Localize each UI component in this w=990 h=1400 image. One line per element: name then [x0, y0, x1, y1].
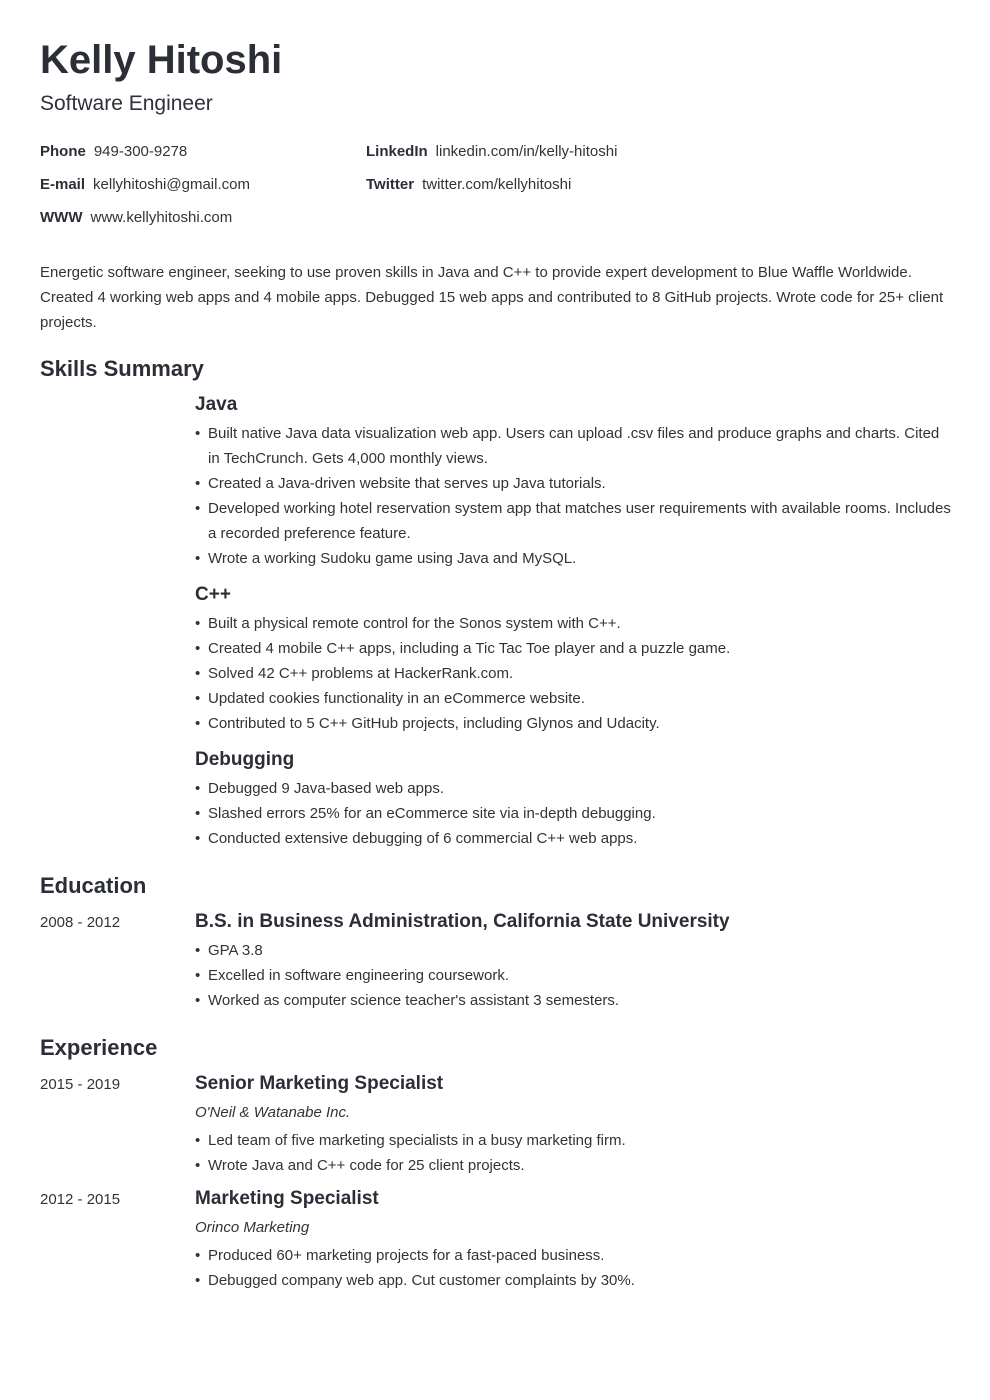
- contact-www-label: WWW: [40, 209, 83, 226]
- degree-title: B.S. in Business Administration, California State University: [195, 911, 730, 932]
- contact-phone-value[interactable]: 949-300-9278: [93, 143, 188, 160]
- bullet-item: • Excelled in software engineering coursework.: [195, 963, 955, 988]
- experience-bullets: [195, 1243, 955, 1293]
- bullet-item: • Wrote Java and C++ code for 25 client projects.: [195, 1153, 955, 1178]
- bullet-item: • Solved 42 C++ problems at HackerRank.com.: [195, 661, 955, 686]
- bullet-item: • Worked as computer science teacher's assistant 3 semesters.: [195, 988, 955, 1013]
- job-role-title: Senior Marketing Specialist: [195, 1073, 444, 1094]
- skill-bullets: [195, 611, 955, 736]
- company-name: O'Neil & Watanabe Inc.: [195, 1104, 351, 1121]
- experience-bullets: [195, 1128, 955, 1178]
- education-dates: 2008 - 2012: [40, 914, 121, 931]
- bullet-item: • Debugged 9 Java-based web apps.: [195, 776, 955, 801]
- contact-email: [40, 175, 250, 195]
- education-bullets: [195, 938, 955, 1013]
- job-role-title: Marketing Specialist: [195, 1188, 379, 1209]
- contact-twitter-label: Twitter: [366, 176, 415, 193]
- bullet-item: • Led team of five marketing specialists in a busy marketing firm.: [195, 1128, 955, 1153]
- bullet-item: • Wrote a working Sudoku game using Java and MySQL.: [195, 546, 955, 571]
- contact-www-value[interactable]: www.kellyhitoshi.com: [90, 209, 233, 226]
- contact-linkedin-value[interactable]: linkedin.com/in/kelly-hitoshi: [435, 143, 618, 160]
- education-heading: Education: [40, 873, 147, 898]
- contact-email-value[interactable]: kellyhitoshi@gmail.com: [93, 176, 250, 193]
- experience-entry: [195, 1186, 955, 1293]
- contact-linkedin: [366, 142, 617, 162]
- bullet-item: • Conducted extensive debugging of 6 commercial C++ web apps.: [195, 826, 955, 851]
- bullet-item: • Updated cookies functionality in an eCommerce website.: [195, 686, 955, 711]
- bullet-item: • Contributed to 5 C++ GitHub projects, including Glynos and Udacity.: [195, 711, 955, 736]
- skill-group-cpp: [195, 582, 955, 736]
- bullet-item: • GPA 3.8: [195, 938, 955, 963]
- skill-group-title: Debugging: [195, 749, 295, 770]
- skill-group-java: [195, 392, 955, 571]
- experience-dates: 2012 - 2015: [40, 1191, 121, 1208]
- skill-bullets: [195, 421, 955, 571]
- resume-name: Kelly Hitoshi: [40, 38, 283, 82]
- contact-email-label: E-mail: [40, 176, 86, 193]
- contact-www: [40, 208, 232, 228]
- profile-summary: Energetic software engineer, seeking to use proven skills in Java and C++ to provide expert development to Blue Waffle Worldwide. Created 4 working web apps and 4 mobile apps. Debugged 15 web apps and contributed to 8 GitHub projects. Wrote code for 25+ client projects.: [40, 264, 944, 331]
- bullet-item: • Slashed errors 25% for an eCommerce site via in-depth debugging.: [195, 801, 955, 826]
- skill-bullets: [195, 776, 955, 851]
- company-name: Orinco Marketing: [195, 1219, 310, 1236]
- skills-heading: Skills Summary: [40, 356, 204, 381]
- bullet-item: • Developed working hotel reservation system app that matches user requirements with available rooms. Includes a recorded preference feature.: [195, 496, 955, 546]
- skill-group-debugging: [195, 747, 955, 851]
- bullet-item: • Built native Java data visualization web app. Users can upload .csv files and produce graphs and charts. Cited in TechCrunch. Gets 4,000 monthly views.: [195, 421, 955, 471]
- bullet-item: • Produced 60+ marketing projects for a fast-paced business.: [195, 1243, 955, 1268]
- skill-group-title: Java: [195, 394, 238, 415]
- education-entry: [195, 909, 955, 1013]
- contact-twitter: [366, 175, 571, 195]
- contact-twitter-value[interactable]: twitter.com/kellyhitoshi: [422, 176, 572, 193]
- bullet-item: • Created a Java-driven website that serves up Java tutorials.: [195, 471, 955, 496]
- skill-group-title: C++: [195, 584, 231, 605]
- experience-dates: 2015 - 2019: [40, 1076, 121, 1093]
- contact-phone-label: Phone: [40, 143, 86, 160]
- bullet-item: • Built a physical remote control for the Sonos system with C++.: [195, 611, 955, 636]
- job-title: Software Engineer: [40, 92, 213, 115]
- bullet-item: • Debugged company web app. Cut customer complaints by 30%.: [195, 1268, 955, 1293]
- experience-heading: Experience: [40, 1035, 158, 1060]
- contact-phone: [40, 142, 187, 162]
- bullet-item: • Created 4 mobile C++ apps, including a Tic Tac Toe player and a puzzle game.: [195, 636, 955, 661]
- contact-linkedin-label: LinkedIn: [366, 143, 428, 160]
- experience-entry: [195, 1071, 955, 1178]
